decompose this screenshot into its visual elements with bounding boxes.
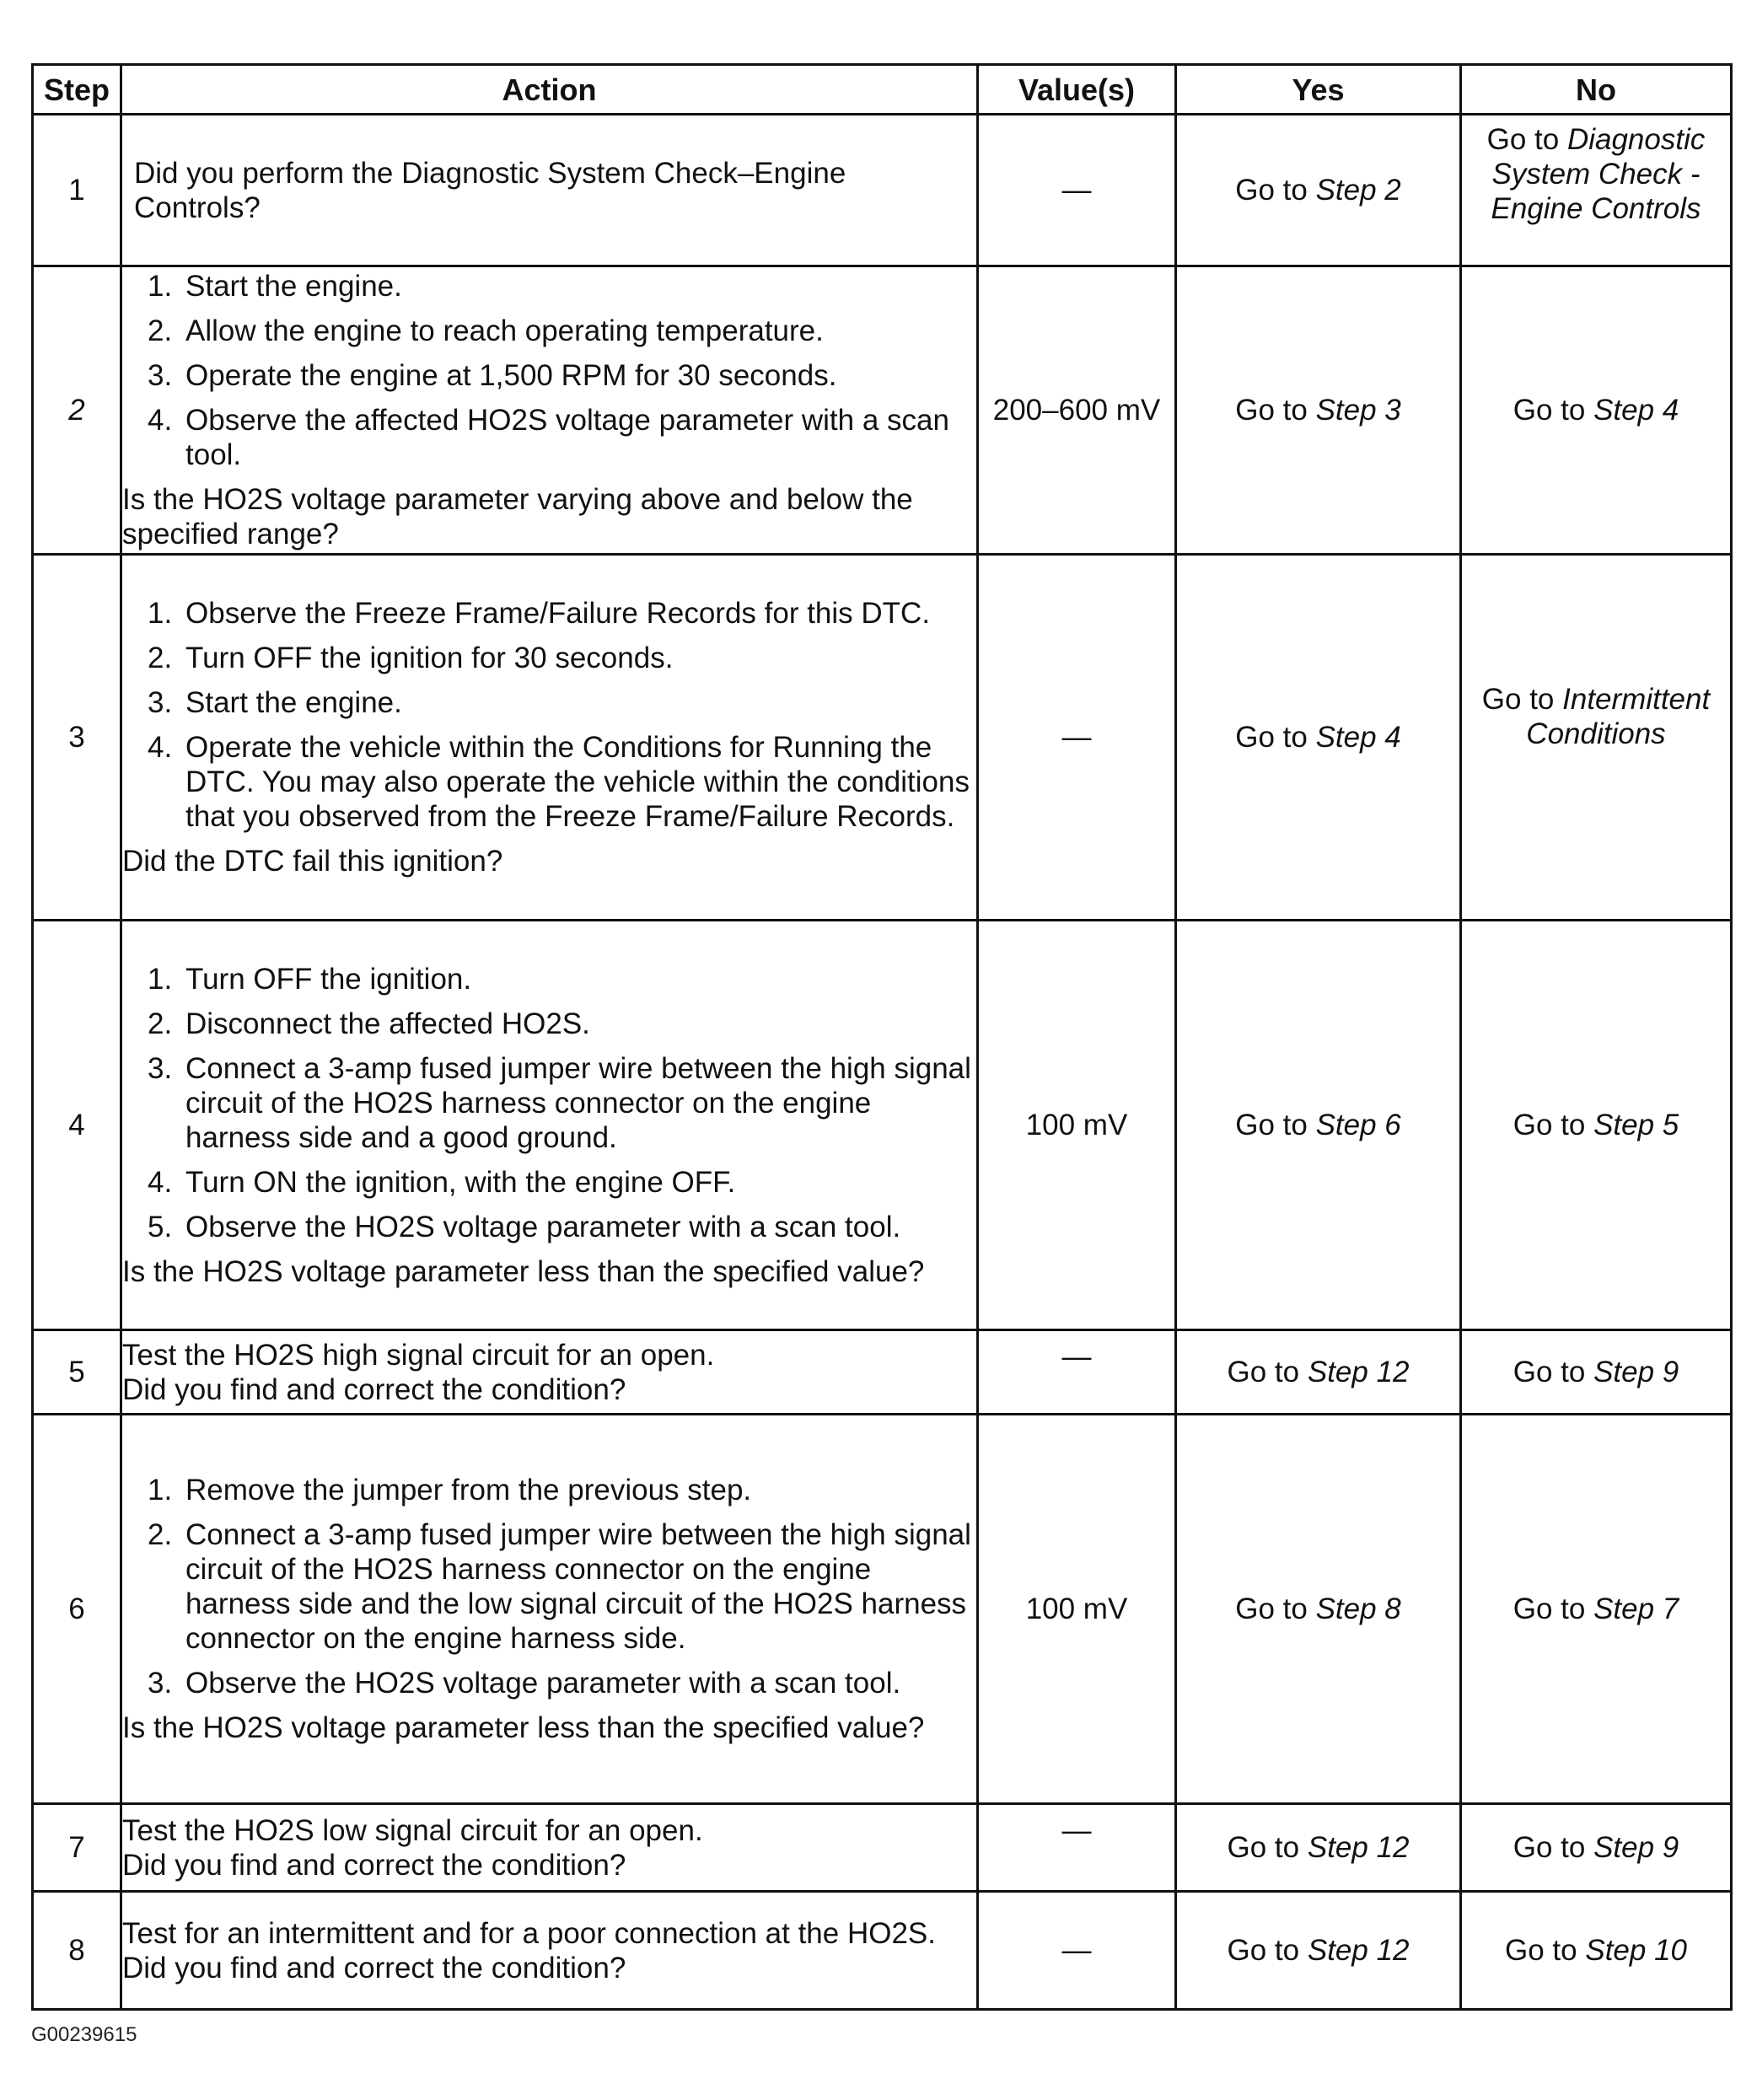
no-cell: Go to Intermittent Conditions (1461, 555, 1732, 921)
step-number: 2 (33, 266, 121, 555)
question-text: Is the HO2S voltage parameter varying above and below the specified range? (122, 483, 913, 551)
action-text: Test the HO2S high signal circuit for an open. (122, 1338, 715, 1372)
question-text: Did you find and correct the condition? (122, 1848, 626, 1882)
action-cell (121, 1892, 978, 2010)
goto-link[interactable]: Step 12 (1307, 1831, 1410, 1864)
list-item: 3. Start the engine. (148, 686, 402, 719)
step-number: 6 (33, 1415, 121, 1804)
action-text: Test the HO2S low signal circuit for an open. (122, 1813, 703, 1847)
header-values: Value(s) (978, 65, 1176, 115)
value-cell: — (978, 1330, 1176, 1415)
goto-link[interactable]: Step 10 (1585, 1934, 1687, 1967)
action-cell (121, 921, 978, 1330)
yes-cell: Go to Step 6 (1176, 921, 1461, 1330)
yes-cell (1176, 115, 1461, 266)
goto-prefix: Go to (1486, 123, 1560, 156)
goto-link[interactable]: Step 9 (1593, 1356, 1679, 1388)
goto-link[interactable]: Diagnostic System Check - Engine Controls (1491, 123, 1706, 225)
table-row (33, 115, 1732, 266)
question-text: Is the HO2S voltage parameter less than the specified value? (122, 1254, 925, 1288)
action-cell (121, 115, 978, 266)
figure-code: G00239615 (31, 2023, 137, 2046)
goto-prefix: Go to (1235, 174, 1308, 207)
no-cell: Go to Step 7 (1461, 1415, 1732, 1804)
action-cell (121, 266, 978, 555)
procedure-list (122, 962, 976, 1244)
procedure-list (122, 596, 976, 834)
no-cell: Go to Step 9 (1461, 1330, 1732, 1415)
goto-link[interactable]: Step 3 (1315, 394, 1401, 427)
yes-cell: Go to Step 12 (1176, 1892, 1461, 2010)
action-cell (121, 1415, 978, 1804)
value-cell: — (978, 1804, 1176, 1892)
list-item: 4. Turn ON the ignition, with the engine OFF. (148, 1165, 736, 1199)
list-item: 2. Allow the engine to reach operating temperature. (148, 314, 824, 347)
step-number: 3 (33, 555, 121, 921)
no-cell: Go to Step 10 (1461, 1892, 1732, 2010)
no-cell (1461, 115, 1732, 266)
goto-link[interactable]: Step 7 (1593, 1592, 1679, 1625)
table-row (33, 555, 1732, 921)
question-text: Did you find and correct the condition? (122, 1951, 626, 1985)
goto-link[interactable]: Step 12 (1307, 1356, 1410, 1388)
goto-link[interactable]: Step 4 (1593, 394, 1679, 427)
goto-link[interactable]: Step 9 (1593, 1831, 1679, 1864)
value-cell: — (978, 1892, 1176, 2010)
table-row (33, 266, 1732, 555)
header-step: Step (33, 65, 121, 115)
step-number: 5 (33, 1330, 121, 1415)
yes-cell: Go to Step 8 (1176, 1415, 1461, 1804)
question-text: Did the DTC fail this ignition? (122, 845, 503, 878)
action-cell (121, 555, 978, 921)
action-cell (121, 1804, 978, 1892)
list-item: 5. Observe the HO2S voltage parameter with a scan tool. (148, 1210, 901, 1243)
list-item: 3. Observe the HO2S voltage parameter with a scan tool. (148, 1667, 901, 1700)
step-number: 8 (33, 1892, 121, 2010)
table-row (33, 1330, 1732, 1415)
list-item: 3. Connect a 3-amp fused jumper wire between the high signal circuit of the HO2S harness connector on the engine harness side and a good ground. (148, 1051, 971, 1154)
list-item: 2. Disconnect the affected HO2S. (148, 1007, 590, 1040)
goto-link[interactable]: Step 8 (1315, 1592, 1401, 1625)
yes-cell: Go to Step 3 (1176, 266, 1461, 555)
diagnostic-table (31, 63, 1733, 2011)
action-cell (121, 1330, 978, 1415)
yes-cell: Go to Step 12 (1176, 1330, 1461, 1415)
procedure-list (122, 269, 976, 472)
yes-cell: Go to Step 12 (1176, 1804, 1461, 1892)
value-cell: 100 mV (978, 921, 1176, 1330)
header-row (33, 65, 1732, 115)
value-cell: 200–600 mV (978, 266, 1176, 555)
table-row (33, 1415, 1732, 1804)
step-number: 7 (33, 1804, 121, 1892)
header-no: No (1461, 65, 1732, 115)
table-row (33, 1804, 1732, 1892)
goto-link[interactable]: Step 6 (1315, 1109, 1401, 1141)
procedure-list (122, 1473, 976, 1700)
no-cell: Go to Step 4 (1461, 266, 1732, 555)
list-item: 2. Connect a 3-amp fused jumper wire between the high signal circuit of the HO2S harness connector on the engine harness side and the low signal circuit of the HO2S harness connector on the engine harness side. (148, 1518, 971, 1655)
question-text: Is the HO2S voltage parameter less than the specified value? (122, 1711, 925, 1744)
list-item: 4. Operate the vehicle within the Conditions for Running the DTC. You may also operate the vehicle within the conditions that you observed from the Freeze Frame/Failure Records. (148, 731, 970, 833)
goto-link[interactable]: Step 5 (1593, 1109, 1679, 1141)
goto-link[interactable]: Intermittent Conditions (1526, 682, 1711, 750)
header-yes: Yes (1176, 65, 1461, 115)
step-number: 1 (33, 115, 121, 266)
action-text: Did you perform the Diagnostic System Check–Engine Controls? (134, 156, 846, 224)
goto-link[interactable]: Step 2 (1315, 174, 1401, 207)
table-row (33, 1892, 1732, 2010)
list-item: 1. Observe the Freeze Frame/Failure Records for this DTC. (148, 597, 931, 630)
header-action: Action (121, 65, 978, 115)
value-cell: 100 mV (978, 1415, 1176, 1804)
value-cell: — (978, 115, 1176, 266)
no-cell: Go to Step 5 (1461, 921, 1732, 1330)
question-text: Did you find and correct the condition? (122, 1372, 626, 1406)
table-row (33, 921, 1732, 1330)
list-item: 1. Turn OFF the ignition. (148, 962, 472, 996)
goto-link[interactable]: Step 12 (1307, 1934, 1410, 1967)
step-number: 4 (33, 921, 121, 1330)
yes-cell: Go to Step 4 (1176, 555, 1461, 921)
list-item: 1. Remove the jumper from the previous step. (148, 1474, 752, 1507)
list-item: 4. Observe the affected HO2S voltage parameter with a scan tool. (148, 404, 949, 471)
no-cell: Go to Step 9 (1461, 1804, 1732, 1892)
action-text: Test for an intermittent and for a poor connection at the HO2S. (122, 1916, 936, 1950)
list-item: 3. Operate the engine at 1,500 RPM for 30 seconds. (148, 359, 837, 392)
list-item: 2. Turn OFF the ignition for 30 seconds. (148, 642, 674, 674)
goto-link[interactable]: Step 4 (1315, 721, 1401, 754)
value-cell: — (978, 555, 1176, 921)
list-item: 1. Start the engine. (148, 270, 402, 303)
